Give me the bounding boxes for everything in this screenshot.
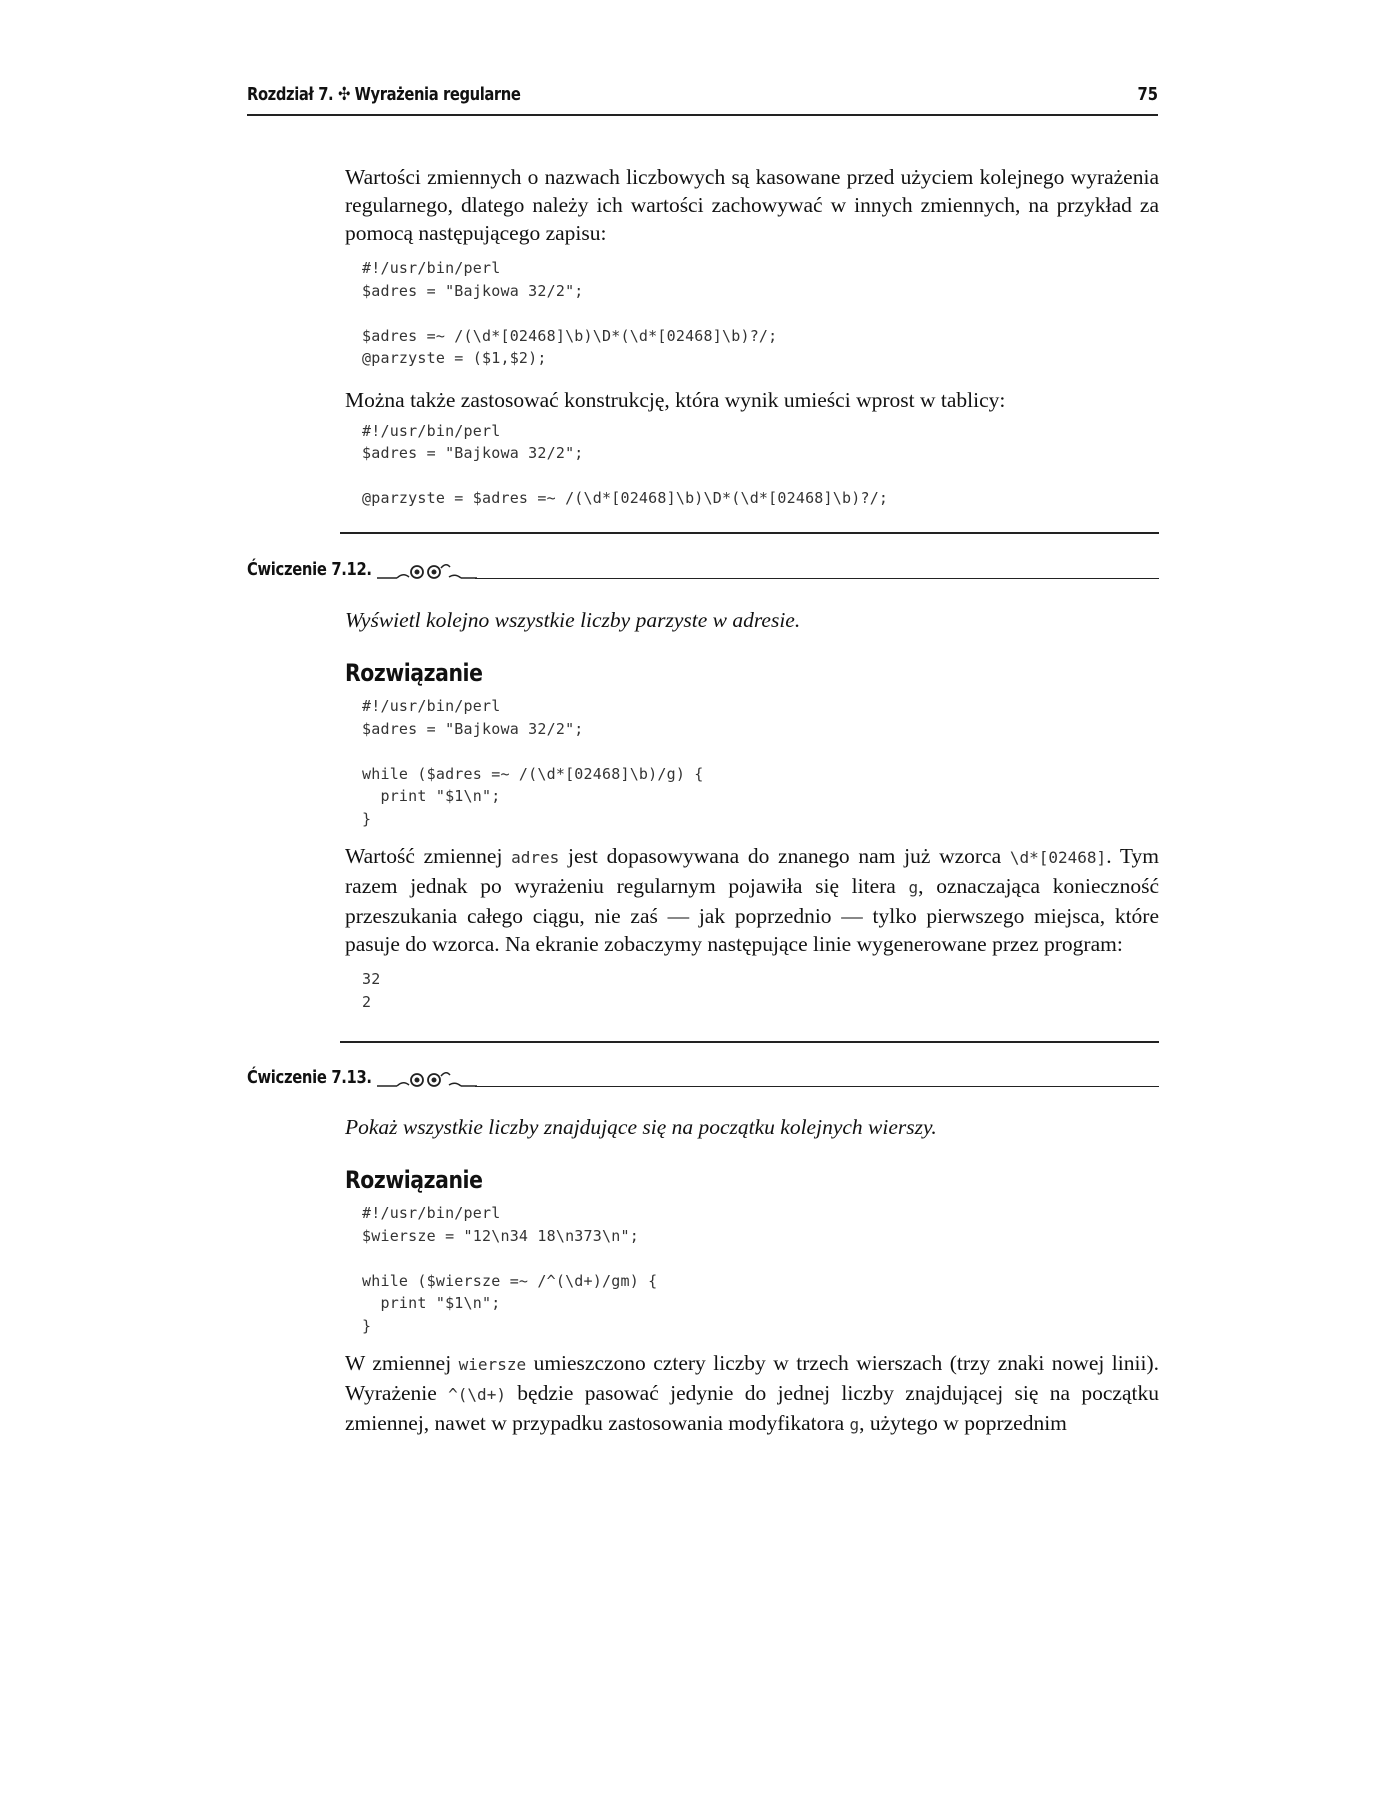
text-run: Wartość zmiennej	[345, 844, 512, 868]
solution-heading: Rozwiązanie	[345, 659, 483, 687]
exercise-12-body	[345, 606, 1159, 1013]
section-divider	[340, 532, 1159, 534]
exercise-rule	[475, 578, 1159, 579]
text-run: , użytego w poprzednim	[859, 1411, 1067, 1435]
ornament-icon	[377, 1063, 477, 1091]
page-number: 75	[1137, 84, 1158, 105]
inline-code: g	[849, 1415, 860, 1434]
explanation-paragraph	[345, 1349, 1159, 1439]
text-run: umieszczono cztery liczby w trzech wierszach (trzy znaki nowej linii). Wyrażenie	[345, 1351, 1159, 1405]
exercise-header-12	[247, 555, 1159, 585]
program-output: 32 2	[362, 970, 381, 1011]
intro-paragraph-1: Wartości zmiennych o nazwach liczbowych są kasowane przed użyciem kolejnego wyrażenia regularnego, dlatego należy ich wartości zachowywać w innych zmiennych, na przykład za pomocą następującego zapisu:	[345, 165, 1159, 245]
explanation-paragraph	[345, 842, 1159, 958]
code-block-3: #!/usr/bin/perl $adres = "Bajkowa 32/2"; while ($adres =~ /(\d*[02468]\b)/g) { print "$1\n"; }	[362, 697, 704, 828]
exercise-task: Wyświetl kolejno wszystkie liczby parzyste w adresie.	[345, 608, 801, 632]
inline-code: adres	[511, 848, 560, 867]
intro-paragraph-2: Można także zastosować konstrukcję, która wynik umieści wprost w tablicy:	[345, 387, 1006, 412]
inline-code: g	[908, 878, 919, 897]
chapter-title: Rozdział 7. ✣ Wyrażenia regularne	[247, 84, 521, 105]
solution-heading: Rozwiązanie	[345, 1166, 483, 1194]
section-divider	[340, 1041, 1159, 1043]
intro-section	[345, 163, 1159, 510]
exercise-label: Ćwiczenie 7.12.	[247, 559, 372, 580]
inline-code: ^(\d+)	[448, 1385, 506, 1404]
code-block-4: #!/usr/bin/perl $wiersze = "12\n34 18\n373\n"; while ($wiersze =~ /^(\d+)/gm) { print "$1\n"; }	[362, 1204, 658, 1335]
exercise-label: Ćwiczenie 7.13.	[247, 1067, 372, 1088]
inline-code: \d*[02468]	[1009, 848, 1107, 867]
exercise-13-body	[345, 1113, 1159, 1439]
exercise-header-13	[247, 1063, 1159, 1093]
inline-code: wiersze	[458, 1355, 527, 1374]
ornament-icon	[377, 555, 477, 583]
exercise-rule	[475, 1086, 1159, 1087]
text-run: , oznaczająca konieczność przeszukania całego ciągu, nie zaś — jak poprzednio — tylko pierwszego miejsca, które pasuje do wzorca. Na ekranie zobaczymy następujące linie wygenerowane przez program:	[345, 874, 1159, 956]
text-run: W zmiennej	[345, 1351, 459, 1375]
text-run: jest dopasowywana do znanego nam już wzorca	[559, 844, 1010, 868]
exercise-task: Pokaż wszystkie liczby znajdujące się na początku kolejnych wierszy.	[345, 1115, 937, 1139]
code-block-2: #!/usr/bin/perl $adres = "Bajkowa 32/2"; @parzyste = $adres =~ /(\d*[02468]\b)\D*(\d*[02468]\b)?/;	[362, 421, 889, 507]
text-run: . Tym razem jednak po wyrażeniu regularnym pojawiła się litera	[345, 844, 1159, 898]
code-block-1: #!/usr/bin/perl $adres = "Bajkowa 32/2"; $adres =~ /(\d*[02468]\b)\D*(\d*[02468]\b)?/; @parzyste = ($1,$2);	[362, 259, 778, 367]
text-run: będzie pasować jedynie do jednej liczby znajdującej się na początku zmiennej, nawet w przypadku zastosowania modyfikatora	[345, 1381, 1159, 1435]
running-head	[247, 84, 1158, 116]
